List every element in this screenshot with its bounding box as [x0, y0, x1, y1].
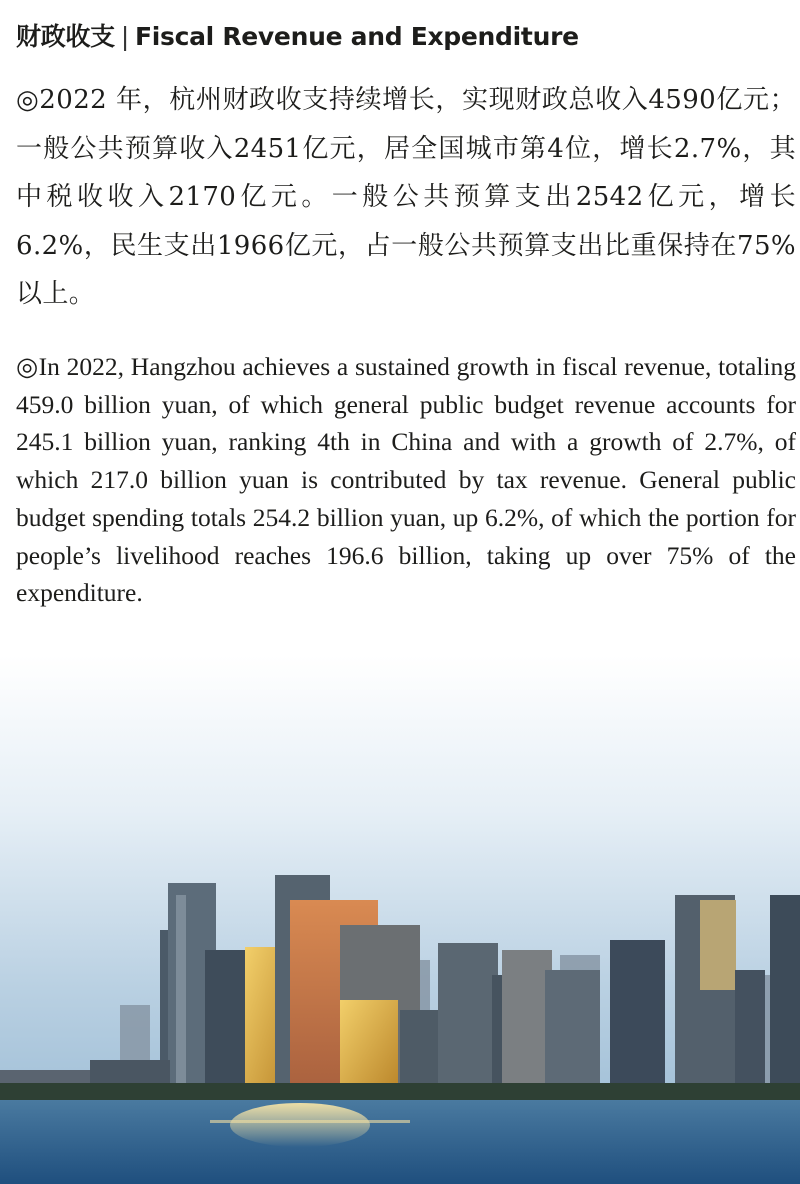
- paragraph-chinese: ◎2022 年，杭州财政收支持续增长，实现财政总收入4590亿元；一般公共预算收入2451亿元，居全国城市第4位，增长2.7%，其中税收收入2170亿元。一般公共预算支出2542亿元，增长6.2%，民生支出1966亿元，占一般公共预算支出比重保持在75%以上。: [16, 85, 796, 309]
- skyline-illustration: [0, 655, 800, 1184]
- water: [0, 1100, 800, 1184]
- hangzhou-skyline-photo: [0, 655, 800, 1184]
- paragraph-english: ◎In 2022, Hangzhou achieves a sustained growth in fiscal revenue, totaling 459.0 billion yuan, of which general public budget revenue accounts for 245.1 billion yuan, ranking 4th in China and with a growth of 2.7%, of which 217.0 billion yuan is contributed by tax revenue. General public budget spending totals 254.2 billion yuan, up 6.2%, of which the portion for people’s livelihood reaches 196.6 billion, taking up over 75% of the expenditure.: [16, 352, 796, 608]
- section-heading: [16, 20, 786, 54]
- heading-zh: 财政收支: [16, 22, 115, 51]
- sun-reflection: [230, 1103, 370, 1147]
- heading-en: Fiscal Revenue and Expenditure: [134, 22, 579, 51]
- heading-separator: |: [120, 22, 129, 51]
